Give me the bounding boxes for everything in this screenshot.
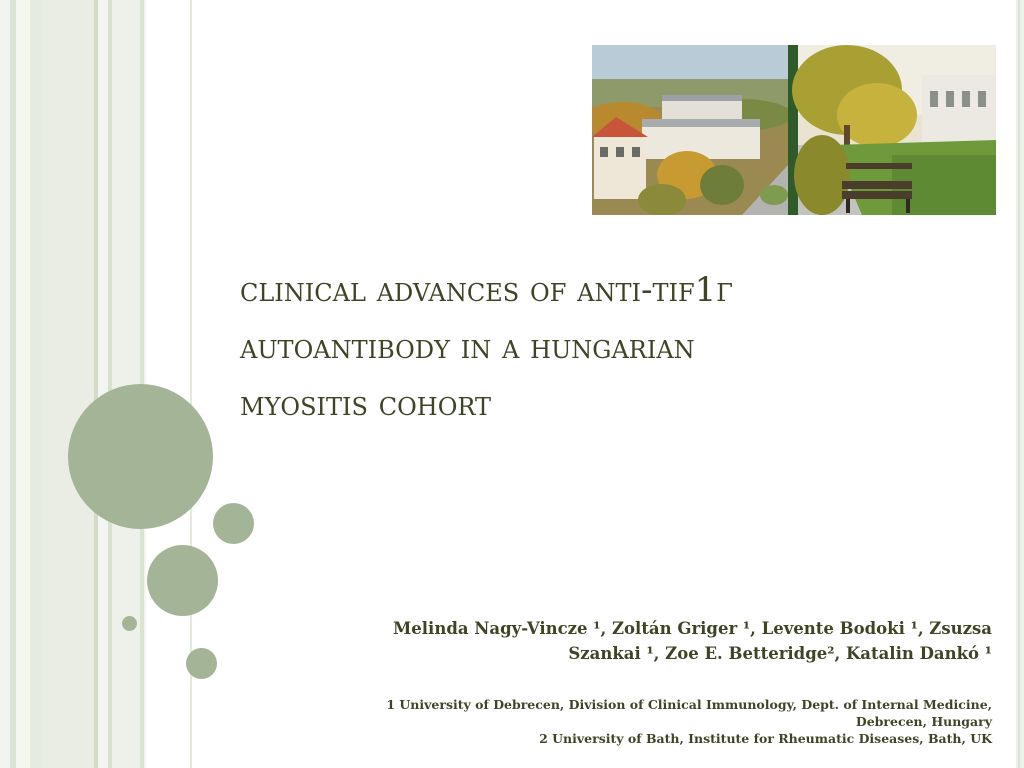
small-circle-1 [213,503,254,544]
affiliation-line-2: Debrecen, Hungary [855,714,992,729]
park-bench-image [792,45,996,215]
stripe-1 [0,0,10,768]
stripe-5 [42,0,94,768]
title-line-2: autoantibody in a hungarian [240,327,695,367]
small-circle-2 [186,648,217,679]
title-line-1: clinical advances of anti-tif1γ [240,270,733,310]
stripe-right-line [1018,0,1020,768]
affiliation-line-1: 1 University of Debrecen, Division of Clinical Immunology, Dept. of Internal Medicine, [386,697,992,712]
tiny-circle [122,616,137,631]
stripe-7 [98,0,108,768]
author-list [300,616,992,666]
large-circle [68,384,213,529]
stripe-4 [30,0,42,768]
slide-title [240,262,1000,433]
author-line-1: Melinda Nagy-Vincze ¹, Zoltán Griger ¹, Levente Bodoki ¹, Zsuzsa [393,619,992,638]
title-line-3: myositis cohort [240,384,492,424]
stripe-3 [16,0,30,768]
affiliation-line-3: 2 University of Bath, Institute for Rheumatic Diseases, Bath, UK [539,731,992,746]
author-line-2: Szankai ¹, Zoe E. Betteridge², Katalin Dankó ¹ [568,644,992,663]
campus-photo [592,45,996,215]
affiliation-list [300,696,992,747]
aerial-view-image [592,45,792,215]
medium-circle [147,545,218,616]
